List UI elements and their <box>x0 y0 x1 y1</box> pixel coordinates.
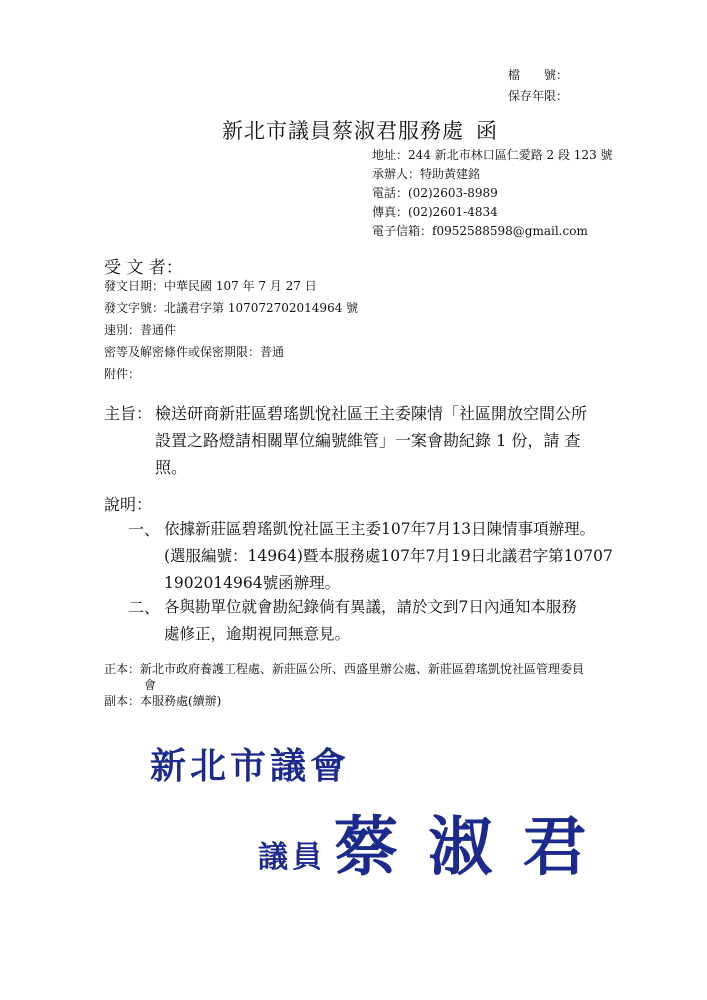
explanation-item-1 <box>164 516 613 597</box>
address: 地址：244 新北市林口區仁愛路 2 段 123 號 <box>372 148 613 162</box>
meta-block <box>104 275 358 385</box>
explanation-item-number: 二、 <box>128 598 161 617</box>
fax: 傳真：(02)2601-4834 <box>372 205 498 219</box>
explanation-line: 1902014964號函辦理。 <box>164 574 341 592</box>
title-stamp: 議員 <box>258 840 326 875</box>
speed-class: 速別：普通件 <box>104 323 177 337</box>
explanation-item-number: 一、 <box>128 520 161 539</box>
secrecy-level: 密等及解密條件或保密期限：普通 <box>104 345 285 359</box>
name-stamp: 蔡 淑 君 <box>334 810 591 885</box>
subject-line: 檢送研商新莊區碧瑤凱悅社區王主委陳情「社區開放空間公所 <box>155 404 588 423</box>
explanation-line: 處修正，逾期視同無意見。 <box>164 625 351 643</box>
subject-line: 設置之路燈請相關單位編號維管」一案會勘紀錄 1 份，請 查 <box>155 431 581 450</box>
recipient-label: 受 文 者： <box>104 258 183 278</box>
issue-date: 發文日期：中華民國 107 年 7 月 27 日 <box>104 279 317 293</box>
phone: 電話：(02)2603-8989 <box>372 186 498 200</box>
copy-recipients: 副本：本服務處(續辦) <box>104 694 222 708</box>
explanation-label: 說明： <box>104 495 153 514</box>
main-recipients: 正本：新北市政府養護工程處、新莊區公所、西盛里辦公處、新莊區碧瑤凱悅社區管理委員 <box>104 662 585 676</box>
explanation-line: 各與勘單位就會勘紀錄倘有異議，請於文到7日內通知本服務 <box>164 598 577 616</box>
distribution-block <box>104 661 584 709</box>
retention-label: 保存年限： <box>508 89 569 103</box>
handler: 承辦人：特助黃建銘 <box>372 167 481 181</box>
document-type: 函 <box>476 119 498 143</box>
subject-line: 照。 <box>155 458 188 477</box>
office-title: 新北市議員蔡淑君服務處 <box>222 119 464 143</box>
explanation-line: 依據新莊區碧瑤凱悅社區王主委107年7月13日陳情事項辦理。 <box>164 520 596 538</box>
contact-block <box>372 146 613 241</box>
explanation-item-2 <box>164 594 577 648</box>
subject-text <box>155 400 587 481</box>
explanation-line: (選服編號：14964)暨本服務處107年7月19日北議君字第10707 <box>164 547 613 565</box>
subject-label: 主旨： <box>104 404 153 423</box>
reference-number: 發文字號：北議君字第 107072702014964 號 <box>104 301 359 315</box>
email: 電子信箱：f0952588598@gmail.com <box>372 224 588 238</box>
attachments: 附件： <box>104 367 141 381</box>
file-number-label: 檔 號： <box>508 68 569 82</box>
council-stamp: 新北市議會 <box>150 745 351 787</box>
main-recipients-continued: 會 <box>144 678 157 692</box>
